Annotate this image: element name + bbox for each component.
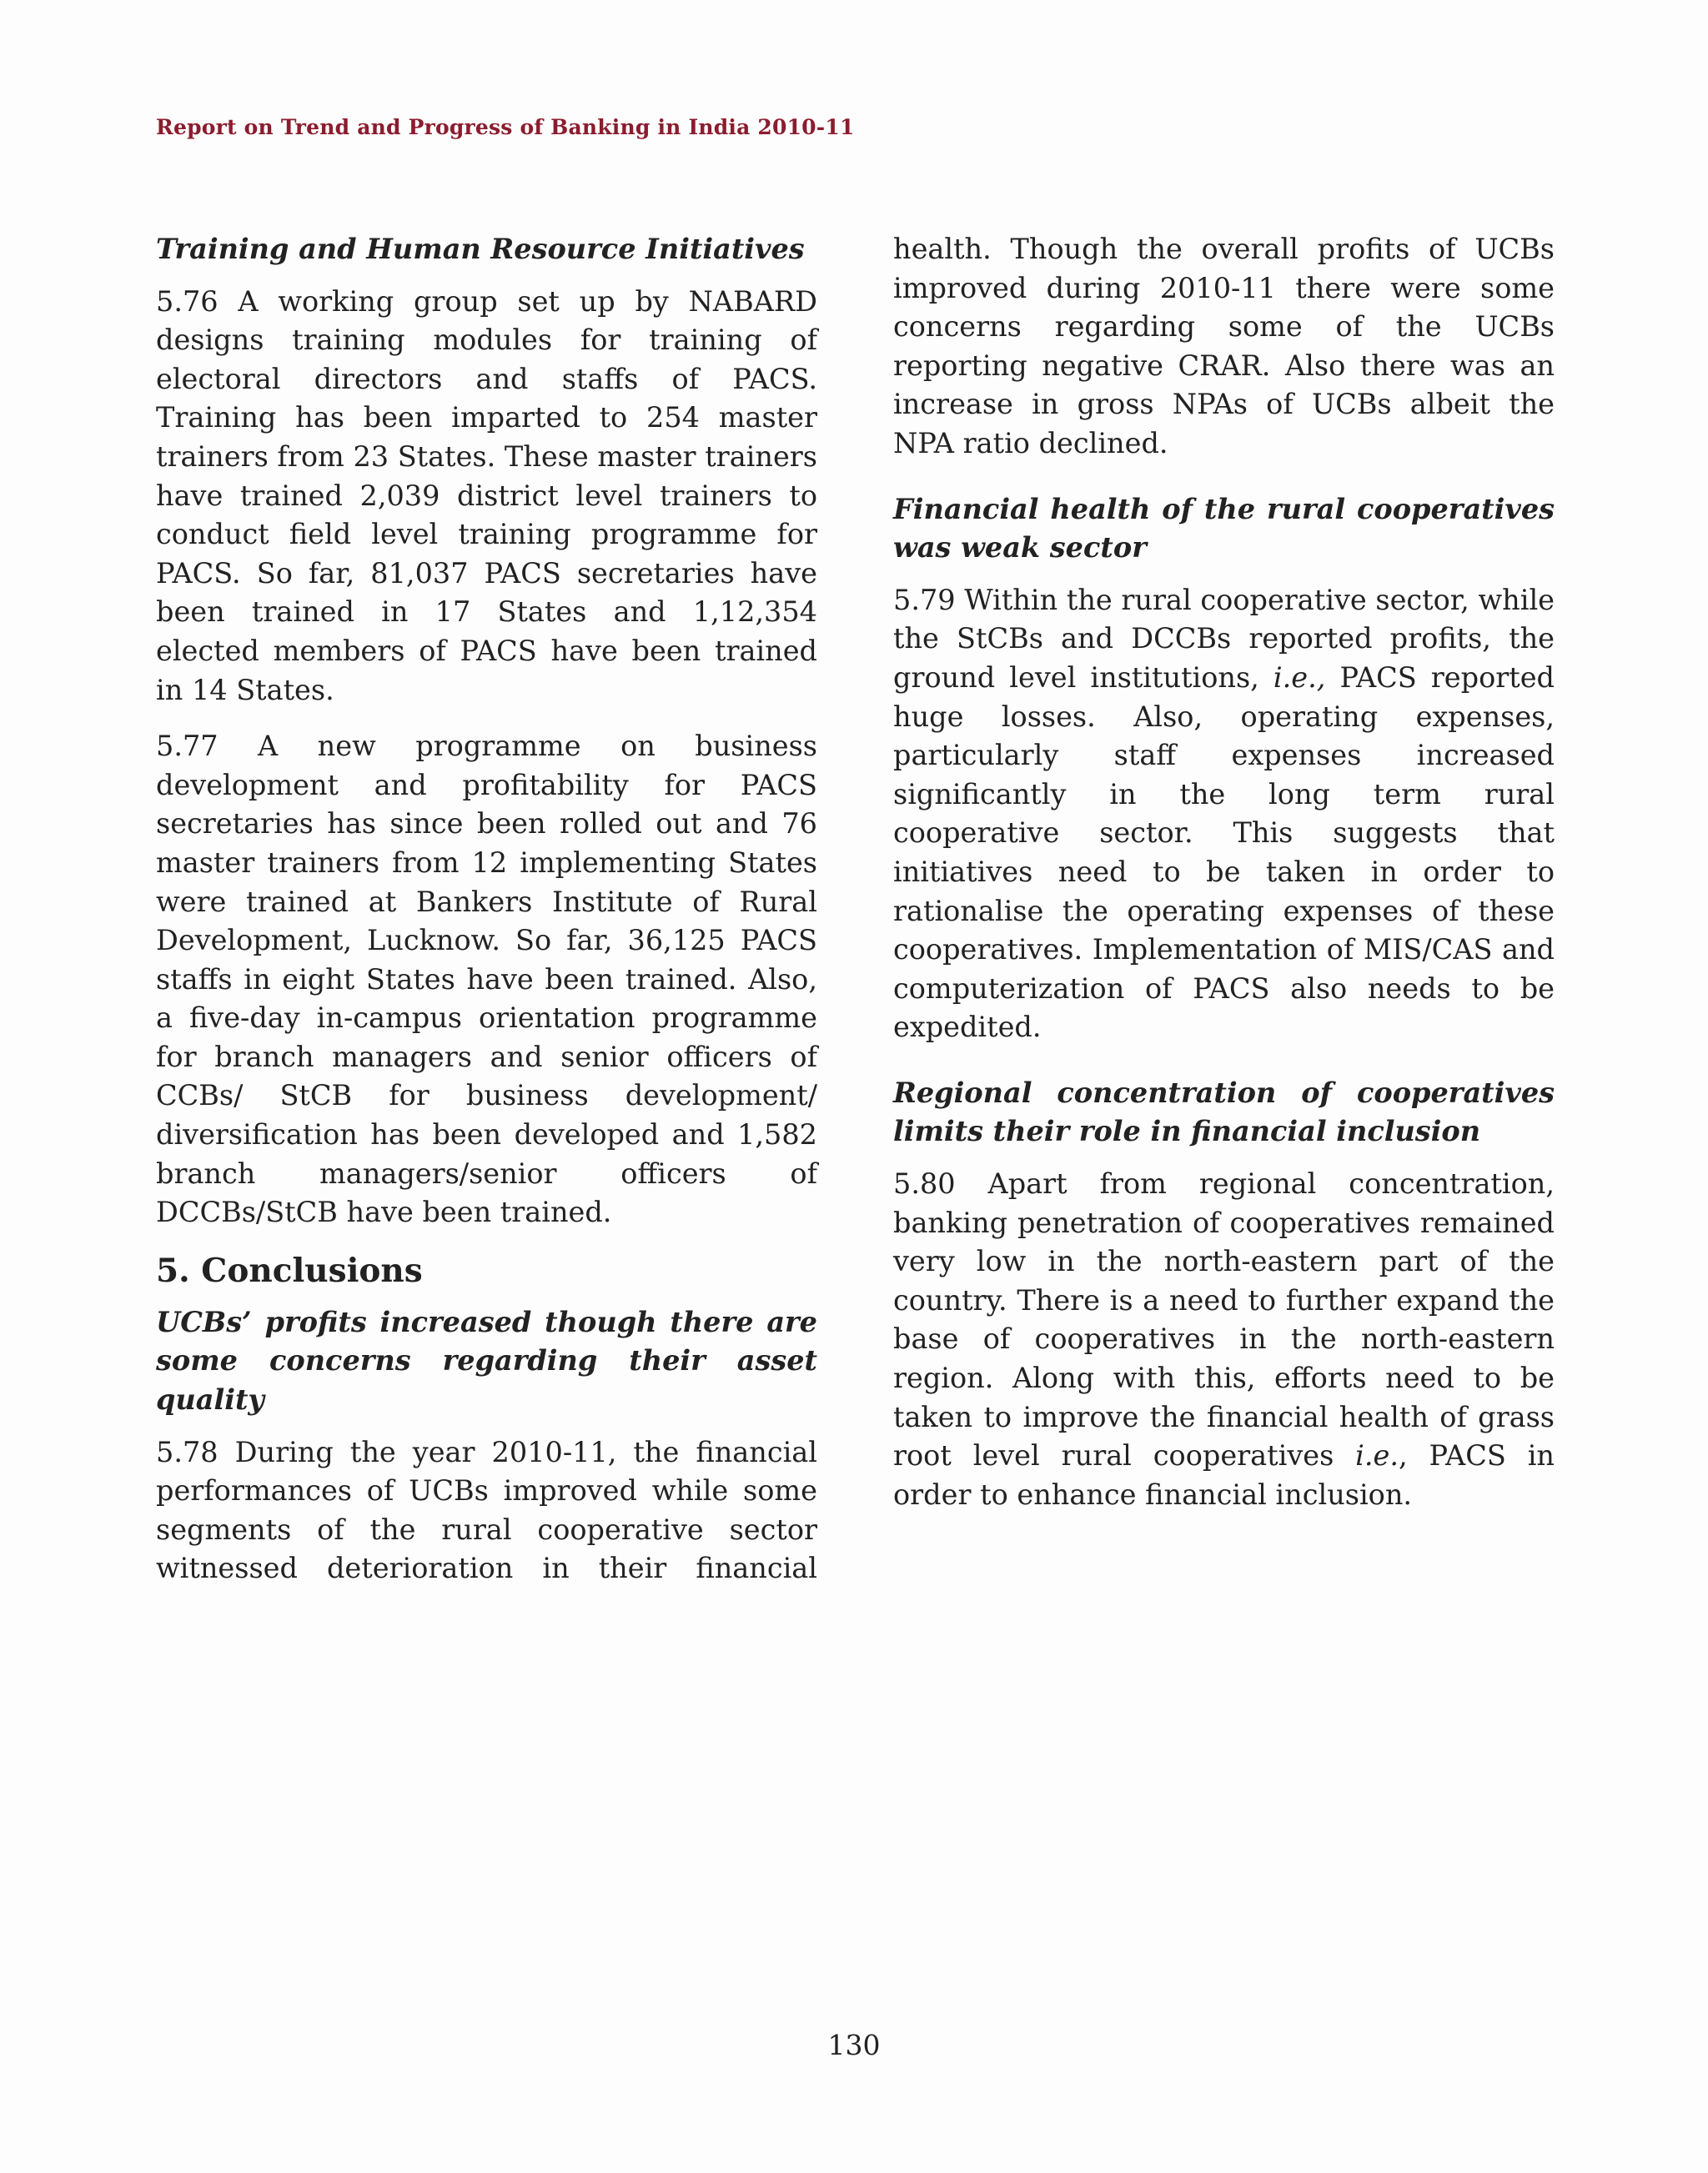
- page-number: 130: [827, 2029, 881, 2061]
- paragraph-5-78-continued: health. Though the overall profits of UCBs improved during 2010-11 there were some concerns regarding some of the UCBs reporting negative CRAR. Also there was an increase in gross NPAs of UCBs albeit the NPA ratio declined.: [893, 233, 1555, 459]
- running-header: Report on Trend and Progress of Banking in India 2010-11: [156, 115, 855, 139]
- paragraph-5-80-ie: i.e.: [1355, 1439, 1399, 1473]
- paragraph-5-76: 5.76 A working group set up by NABARD designs training modules for training of electoral directors and staffs of PACS. Training has been imparted to 254 master trainers from 23 States. These master trainers have trained 2,039 district level trainers to conduct field level training programme for PACS. So far, 81,037 PACS secretaries have been trained in 17 States and 1,12,354 elected members of PACS have been trained in 14 States.: [156, 284, 817, 706]
- right-column: [893, 230, 1555, 1532]
- paragraph-5-79-text-b: PACS reported huge losses. Also, operating expenses, particularly staff expenses increased significantly in the long term rural cooperative sector. This suggests that initiatives need to be taken in order to rationalise the operating expenses of these cooperatives. Implementation of MIS/CAS and computerization of PACS also needs to be expedited.: [893, 660, 1555, 1044]
- paragraph-5-77: 5.77 A new programme on business development and profitability for PACS secretaries has since been rolled out and 76 master trainers from 12 implementing States were trained at Bankers Institute of Rural Development, Lucknow. So far, 36,125 PACS staffs in eight States have been trained. Also, a five-day in-campus orientation programme for branch managers and senior officers of CCBs/ StCB for business development/ diversification has been developed and 1,582 branch managers/senior officers of DCCBs/StCB have been trained.: [156, 730, 817, 1229]
- heading-ucbs-profits: UCBs’ profits increased though there are some concerns regarding their asset quality: [156, 1305, 817, 1417]
- paragraph-5-80-text-a: 5.80 Apart from regional concentration, banking penetration of cooperatives remained very low in the north-eastern part of the country. There is a need to further expand the base of cooperatives in the north-eastern region. Along with this, efforts need to be taken to improve the financial health of grass root level rural cooperatives: [893, 1167, 1555, 1473]
- paragraph-5-79: [893, 581, 1555, 1047]
- paragraph-5-78: 5.78 During the year 2010-11, the financial performances of UCBs improved while some segments of the rural cooperative sector witnessed deterioration in their financial: [156, 1435, 817, 1585]
- heading-regional-concentration: Regional concentration of cooperatives limits their role in financial inclusion: [893, 1076, 1555, 1148]
- left-column: [156, 230, 817, 1606]
- paragraph-5-80: [893, 1165, 1555, 1514]
- paragraph-5-79-ie: i.e.,: [1273, 660, 1326, 694]
- heading-rural-cooperatives: Financial health of the rural cooperatives was weak sector: [893, 492, 1555, 565]
- paragraph-5-80-text-b: , PACS in order to enhance financial inclusion.: [893, 1439, 1555, 1511]
- section-heading-conclusions: 5. Conclusions: [156, 1251, 423, 1290]
- heading-training-initiatives: Training and Human Resource Initiatives: [156, 233, 805, 265]
- paragraph-5-79-text-a: 5.79 Within the rural cooperative sector, while the StCBs and DCCBs reported profits, the ground level institutions,: [893, 583, 1555, 694]
